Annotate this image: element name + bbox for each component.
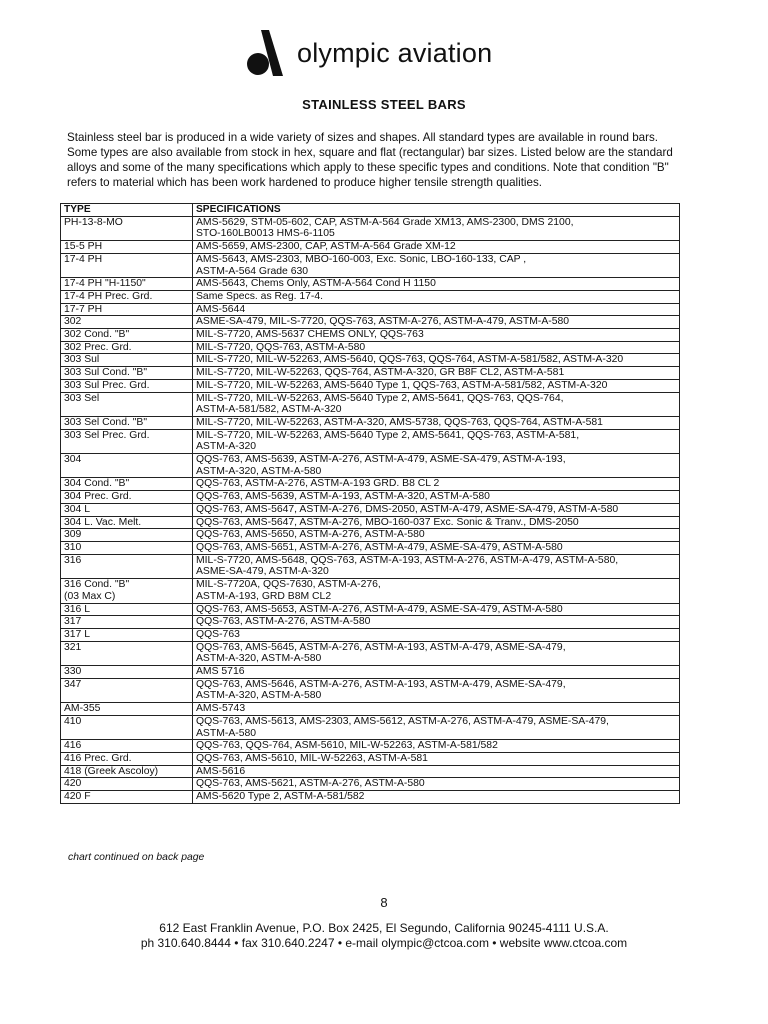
type-cell: AM-355 — [61, 703, 193, 716]
type-cell: 317 — [61, 616, 193, 629]
type-cell: 303 Sul Prec. Grd. — [61, 379, 193, 392]
logo-mark-icon — [247, 30, 289, 76]
specifications-cell: QQS-763, AMS-5647, ASTM-A-276, DMS-2050, ASTM-A-479, ASME-SA-479, ASTM-A-580 — [193, 503, 680, 516]
specifications-cell: Same Specs. as Reg. 17-4. — [193, 290, 680, 303]
type-cell: 416 — [61, 740, 193, 753]
table-row — [61, 379, 680, 392]
type-cell: 302 Prec. Grd. — [61, 341, 193, 354]
specifications-cell: AMS-5629, STM-05-602, CAP, ASTM-A-564 Grade XM13, AMS-2300, DMS 2100, STO-160LB0013 HMS-6-1105 — [193, 216, 680, 240]
type-cell: 418 (Greek Ascoloy) — [61, 765, 193, 778]
specifications-cell: MIL-S-7720A, QQS-7630, ASTM-A-276, ASTM-A-193, GRD B8M CL2 — [193, 579, 680, 603]
type-cell: 302 — [61, 316, 193, 329]
company-logo — [247, 30, 537, 78]
type-cell: 316 Cond. "B" (03 Max C) — [61, 579, 193, 603]
specifications-cell: MIL-S-7720, MIL-W-52263, QQS-764, ASTM-A-320, GR B8F CL2, ASTM-A-581 — [193, 367, 680, 380]
specifications-cell: QQS-763, AMS-5651, ASTM-A-276, ASTM-A-479, ASME-SA-479, ASTM-A-580 — [193, 541, 680, 554]
table-row — [61, 503, 680, 516]
footer-contact: ph 310.640.8444 • fax 310.640.2247 • e-mail olympic@ctcoa.com • website www.ctcoa.com — [140, 936, 628, 950]
table-row — [61, 316, 680, 329]
footer — [0, 921, 768, 951]
specifications-table — [60, 203, 680, 804]
table-row — [61, 554, 680, 578]
type-cell: 304 Cond. "B" — [61, 478, 193, 491]
column-header-specifications: SPECIFICATIONS — [193, 204, 680, 217]
table-row — [61, 641, 680, 665]
specifications-cell: MIL-S-7720, AMS-5637 CHEMS ONLY, QQS-763 — [193, 329, 680, 342]
table-row — [61, 491, 680, 504]
type-cell: 303 Sel — [61, 392, 193, 416]
specifications-cell: QQS-763, AMS-5646, ASTM-A-276, ASTM-A-193, ASTM-A-479, ASME-SA-479, ASTM-A-320, ASTM-A-580 — [193, 678, 680, 702]
continued-note: chart continued on back page — [68, 852, 205, 863]
type-cell: 17-4 PH Prec. Grd. — [61, 290, 193, 303]
table-row — [61, 367, 680, 380]
specifications-cell: QQS-763, ASTM-A-276, ASTM-A-193 GRD. B8 CL 2 — [193, 478, 680, 491]
type-cell: 309 — [61, 529, 193, 542]
specifications-cell: QQS-763 — [193, 628, 680, 641]
table-row — [61, 290, 680, 303]
table-row — [61, 516, 680, 529]
type-cell: 303 Sel Prec. Grd. — [61, 429, 193, 453]
specifications-cell: QQS-763, AMS-5653, ASTM-A-276, ASTM-A-479, ASME-SA-479, ASTM-A-580 — [193, 603, 680, 616]
type-cell: 303 Sul Cond. "B" — [61, 367, 193, 380]
specifications-cell: AMS-5743 — [193, 703, 680, 716]
table-row — [61, 341, 680, 354]
table-row — [61, 329, 680, 342]
type-cell: 304 L — [61, 503, 193, 516]
table-row — [61, 541, 680, 554]
page-title: STAINLESS STEEL BARS — [302, 97, 466, 112]
table-row — [61, 278, 680, 291]
specifications-cell: QQS-763, AMS-5650, ASTM-A-276, ASTM-A-580 — [193, 529, 680, 542]
type-cell: 330 — [61, 666, 193, 679]
table-row — [61, 616, 680, 629]
table-row — [61, 216, 680, 240]
table-row — [61, 628, 680, 641]
type-cell: 303 Sel Cond. "B" — [61, 416, 193, 429]
type-cell: 304 L. Vac. Melt. — [61, 516, 193, 529]
specifications-cell: AMS-5659, AMS-2300, CAP, ASTM-A-564 Grade XM-12 — [193, 241, 680, 254]
footer-address: 612 East Franklin Avenue, P.O. Box 2425, El Segundo, California 90245-4111 U.S.A. — [159, 921, 609, 935]
brand-name: olympic aviation — [297, 38, 493, 68]
table-row — [61, 603, 680, 616]
table-row — [61, 454, 680, 478]
specifications-cell: QQS-763, AMS-5610, MIL-W-52263, ASTM-A-581 — [193, 752, 680, 765]
specifications-cell: AMS-5616 — [193, 765, 680, 778]
type-cell: 303 Sul — [61, 354, 193, 367]
type-cell: 304 Prec. Grd. — [61, 491, 193, 504]
specifications-cell: QQS-763, AMS-5613, AMS-2303, AMS-5612, ASTM-A-276, ASTM-A-479, ASME-SA-479, ASTM-A-580 — [193, 715, 680, 739]
table-row — [61, 765, 680, 778]
specifications-cell: AMS-5644 — [193, 303, 680, 316]
specifications-cell: QQS-763, ASTM-A-276, ASTM-A-580 — [193, 616, 680, 629]
type-cell: 17-4 PH — [61, 253, 193, 277]
table-row — [61, 354, 680, 367]
intro-paragraph: Stainless steel bar is produced in a wide variety of sizes and shapes. All standard types are available in round bars. Some types are also available from stock in hex, square and flat (rectangular) bar sizes. Listed below are the standard alloys and some of the many specifications which apply to these specific types and conditions. Note that condition "B" refers to material which has been work hardened to produce higher tensile strength qualities. — [67, 131, 673, 189]
specifications-cell: MIL-S-7720, QQS-763, ASTM-A-580 — [193, 341, 680, 354]
specifications-cell: QQS-763, AMS-5639, ASTM-A-276, ASTM-A-479, ASME-SA-479, ASTM-A-193, ASTM-A-320, ASTM-A-580 — [193, 454, 680, 478]
type-cell: 316 — [61, 554, 193, 578]
type-cell: 17-7 PH — [61, 303, 193, 316]
specifications-cell: QQS-763, AMS-5647, ASTM-A-276, MBO-160-037 Exc. Sonic & Tranv., DMS-2050 — [193, 516, 680, 529]
table-row — [61, 241, 680, 254]
table-header-row — [61, 204, 680, 217]
type-cell: 316 L — [61, 603, 193, 616]
table-row — [61, 392, 680, 416]
table-row — [61, 416, 680, 429]
type-cell: 410 — [61, 715, 193, 739]
type-cell: 15-5 PH — [61, 241, 193, 254]
table-row — [61, 752, 680, 765]
table-row — [61, 253, 680, 277]
specifications-cell: AMS-5643, Chems Only, ASTM-A-564 Cond H 1150 — [193, 278, 680, 291]
specifications-cell: MIL-S-7720, MIL-W-52263, AMS-5640 Type 1, QQS-763, ASTM-A-581/582, ASTM-A-320 — [193, 379, 680, 392]
table-row — [61, 429, 680, 453]
type-cell: 317 L — [61, 628, 193, 641]
table-row — [61, 715, 680, 739]
specifications-cell: QQS-763, AMS-5645, ASTM-A-276, ASTM-A-193, ASTM-A-479, ASME-SA-479, ASTM-A-320, ASTM-A-580 — [193, 641, 680, 665]
page-number: 8 — [380, 895, 388, 910]
type-cell: 347 — [61, 678, 193, 702]
table-row — [61, 529, 680, 542]
type-cell: 17-4 PH "H-1150" — [61, 278, 193, 291]
specifications-cell: MIL-S-7720, AMS-5648, QQS-763, ASTM-A-193, ASTM-A-276, ASTM-A-479, ASTM-A-580, ASME-SA-479, ASTM-A-320 — [193, 554, 680, 578]
table-row — [61, 303, 680, 316]
specifications-cell: MIL-S-7720, MIL-W-52263, AMS-5640 Type 2, AMS-5641, QQS-763, ASTM-A-581, ASTM-A-320 — [193, 429, 680, 453]
specifications-cell: QQS-763, QQS-764, ASM-5610, MIL-W-52263, ASTM-A-581/582 — [193, 740, 680, 753]
specifications-cell: MIL-S-7720, MIL-W-52263, AMS-5640, QQS-763, QQS-764, ASTM-A-581/582, ASTM-A-320 — [193, 354, 680, 367]
specifications-cell: QQS-763, AMS-5639, ASTM-A-193, ASTM-A-320, ASTM-A-580 — [193, 491, 680, 504]
type-cell: 420 F — [61, 791, 193, 804]
table-row — [61, 740, 680, 753]
type-cell: PH-13-8-MO — [61, 216, 193, 240]
type-cell: 420 — [61, 778, 193, 791]
type-cell: 310 — [61, 541, 193, 554]
specifications-cell: ASME-SA-479, MIL-S-7720, QQS-763, ASTM-A-276, ASTM-A-479, ASTM-A-580 — [193, 316, 680, 329]
column-header-type: TYPE — [61, 204, 193, 217]
table-row — [61, 478, 680, 491]
specifications-cell: AMS-5620 Type 2, ASTM-A-581/582 — [193, 791, 680, 804]
table-row — [61, 666, 680, 679]
table-row — [61, 678, 680, 702]
specifications-cell: AMS-5643, AMS-2303, MBO-160-003, Exc. Sonic, LBO-160-133, CAP , ASTM-A-564 Grade 630 — [193, 253, 680, 277]
type-cell: 304 — [61, 454, 193, 478]
specifications-cell: MIL-S-7720, MIL-W-52263, AMS-5640 Type 2, AMS-5641, QQS-763, QQS-764, ASTM-A-581/582, ASTM-A-320 — [193, 392, 680, 416]
specifications-cell: QQS-763, AMS-5621, ASTM-A-276, ASTM-A-580 — [193, 778, 680, 791]
table-row — [61, 703, 680, 716]
specifications-cell: AMS 5716 — [193, 666, 680, 679]
specifications-cell: MIL-S-7720, MIL-W-52263, ASTM-A-320, AMS-5738, QQS-763, QQS-764, ASTM-A-581 — [193, 416, 680, 429]
table-row — [61, 791, 680, 804]
type-cell: 302 Cond. "B" — [61, 329, 193, 342]
type-cell: 321 — [61, 641, 193, 665]
table-body — [61, 216, 680, 803]
table-row — [61, 778, 680, 791]
type-cell: 416 Prec. Grd. — [61, 752, 193, 765]
table-row — [61, 579, 680, 603]
